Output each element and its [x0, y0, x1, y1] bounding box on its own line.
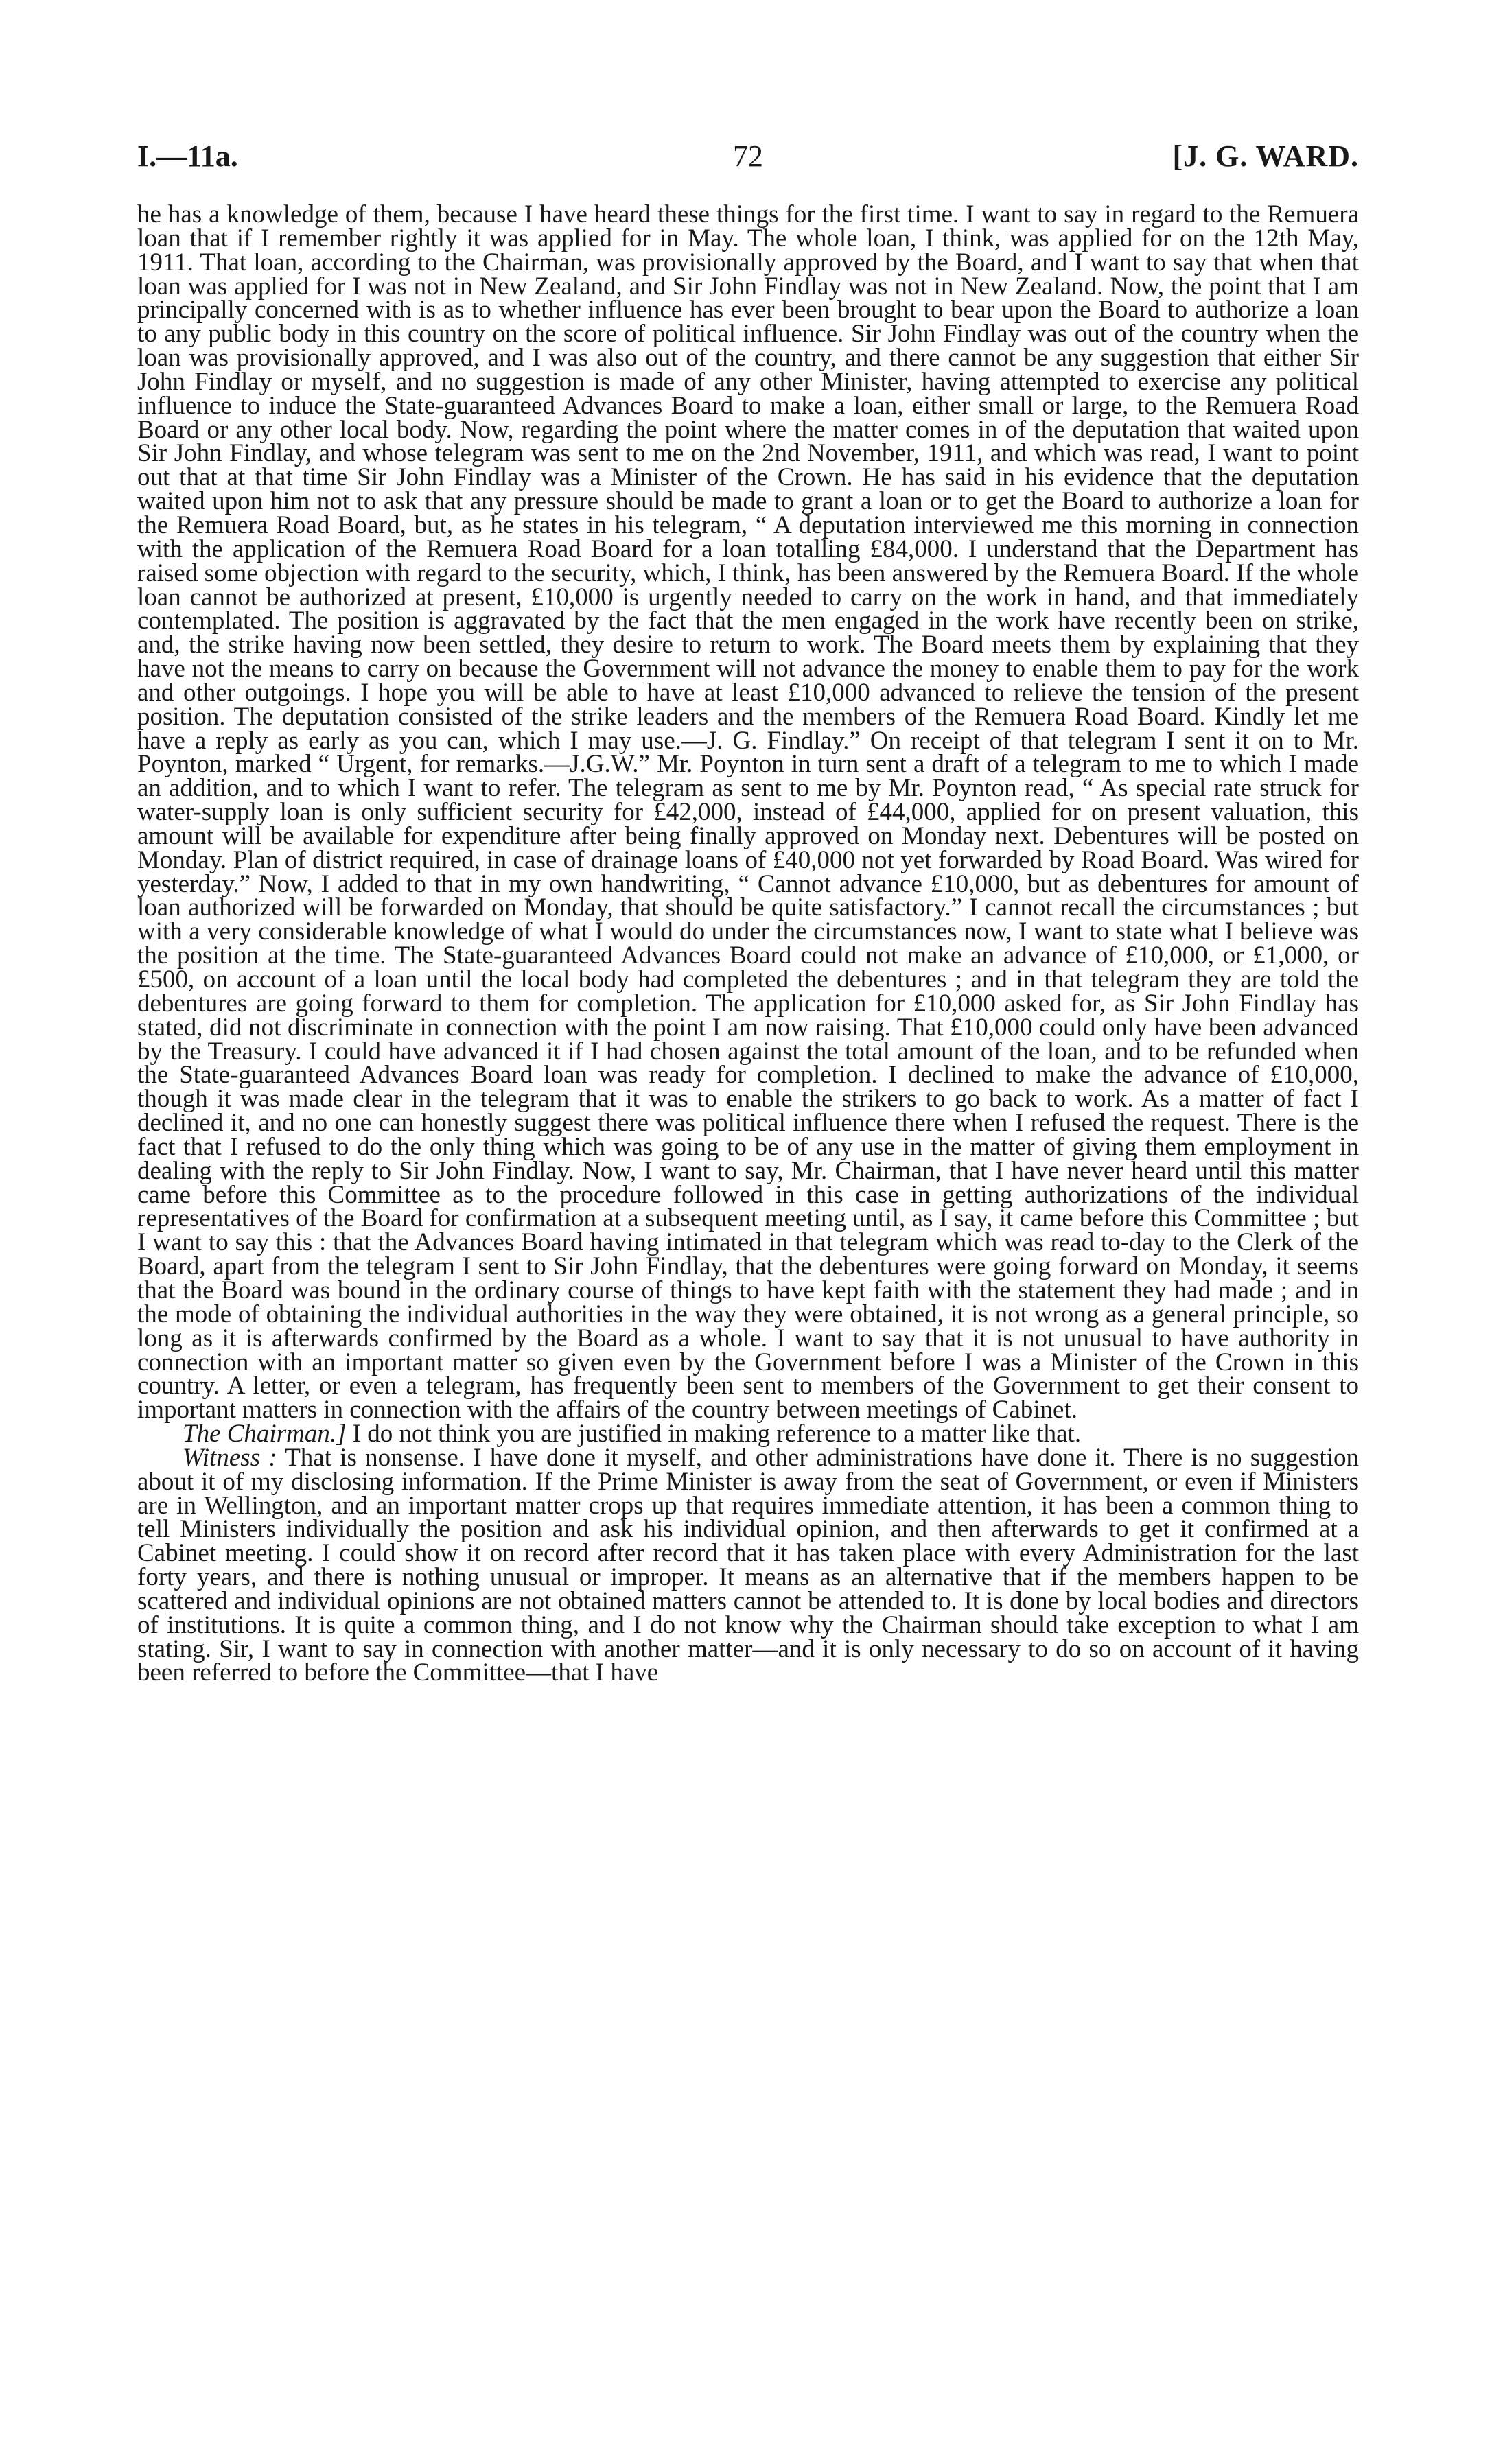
witness-name: [J. G. WARD. [1172, 139, 1359, 173]
page-header [137, 136, 1359, 184]
paragraph-continuation [137, 200, 1359, 1424]
speaker-label: The Chairman.] [183, 1420, 347, 1448]
paragraph-text: he has a knowledge of them, because I have heard these things for the first time. I want to say in regard to the Remuera loan that if I remember rightly it was applied for in May. The whole loan, I think, was applied for on the 12th May, 1911. That loan, according to the Chairman, was provisionally approved by the Board, and I want to say that when that loan was applied for I was not in New Zealand, and Sir John Findlay was not in New Zealand. Now, the point that I am principally concerned with is as to whether influence has ever been brought to bear upon the Board to authorize a loan to any public body in this country on the score of political influence. Sir John Findlay was out of the country when the loan was provisionally approved, and I was also out of the country, and there cannot be any suggestion that either Sir John Findlay or myself, and no suggestion is made of any other Minister, having attempted to exercise any political influence to induce the State-guaranteed Advances Board to make a loan, either small or large, to the Remuera Road Board or any other local body. Now, regarding the point where the matter comes in of the deputation that waited upon Sir John Findlay, and whose telegram was sent to me on the 2nd November, 1911, and which was read, I want to point out that at that time Sir John Findlay was a Minister of the Crown. He has said in his evidence that the deputation waited upon him not to ask that any pressure should be made to grant a loan or to get the Board to authorize a loan for the Remuera Road Board, but, as he states in his telegram, “ A deputation interviewed me this morning in connection with the application of the Remuera Road Board for a loan totalling £84,000. I understand that the Department has raised some objection with regard to the security, which, I think, has been answered by the Remuera Board. If the whole loan cannot be authorized at present, £10,000 is urgently needed to carry on the work in hand, and that immediately contemplated. The position is aggravated by the fact that the men engaged in the work have recently been on strike, and, the strike having now been settled, they desire to return to work. The Board meets them by explaining that they have not the means to carry on because the Government will not advance the money to enable them to pay for the work and other outgoings. I hope you will be able to have at least £10,000 advanced to relieve the tension of the present position. The deputation consisted of the strike leaders and the members of the Remuera Road Board. Kindly let me have a reply as early as you can, which I may use.—J. G. Findlay.” On receipt of that telegram I sent it on to Mr. Poynton, marked “ Urgent, for remarks.—J.G.W.” Mr. Poynton in turn sent a draft of a telegram to me to which I made an addition, and to which I want to refer. The telegram as sent to me by Mr. Poynton read, “ As special rate struck for water-supply loan is only sufficient security for £42,000, instead of £44,000, applied for on present valuation, this amount will be available for expenditure after being finally approved on Monday next. Debentures will be posted on Monday. Plan of district required, in case of drainage loans of £40,000 not yet forwarded by Road Board. Was wired for yesterday.” Now, I added to that in my own handwriting, “ Cannot advance £10,000, but as debentures for amount of loan authorized will be forwarded on Monday, that should be quite satisfactory.” I cannot recall the circumstances ; but with a very considerable knowledge of what I would do under the circumstances now, I want to state what I believe was the position at the time. The State-guaranteed Advances Board could not make an advance of £10,000, or £1,000, or £500, on account of a loan until the local body had completed the debentures ; and in that telegram they are told the debentures are going forward to them for completion. The application for £10,000 asked for, as Sir John Findlay has stated, did not discriminate in connection with the point I am now raising. That £10,000 could only have been advanced by the Treasury. I could have advanced it if I had chosen against the total amount of the loan, and to be refunded when the State-guaranteed Advances Board loan was ready for completion. I declined to make the advance of £10,000, though it was made clear in the telegram that it was to enable the strikers to go back to work. As a matter of fact I declined it, and no one can honestly suggest there was political influence there when I refused the request. There is the fact that I refused to do the only thing which was going to be of any use in the matter of giving them employment in dealing with the reply to Sir John Findlay. Now, I want to say, Mr. Chairman, that I have never heard until this matter came before this Committee as to the procedure followed in this case in getting authorizations of the individual representatives of the Board for confirmation at a subsequent meeting until, as I say, it came before this Committee ; but I want to say this : that the Advances Board having intimated in that telegram which was read to-day to the Clerk of the Board, apart from the telegram I sent to Sir John Findlay, that the debentures were going forward on Monday, it seems that the Board was bound in the ordinary course of things to have kept faith with the statement they had made ; and in the mode of obtaining the individual authorities in the way they were obtained, it is not wrong as a general principle, so long as it is afterwards confirmed by the Board as a whole. I want to say that it is not unusual to have authority in connection with an important matter so given even by the Government before I was a Minister of the Crown in this country. A letter, or even a telegram, has frequently been sent to members of the Government to get their consent to important matters in connection with the affairs of the country between meetings of Cabinet. [137, 200, 1359, 1424]
document-reference: I.—11a. [137, 139, 238, 173]
paragraph-text: That is nonsense. I have done it myself, and other administrations have done it. There is no suggestion about it of my disclosing information. If the Prime Minister is away from the seat of Government, or even if Ministers are in Wellington, and an important matter crops up that requires immediate attention, it has been a common thing to tell Ministers individually the position and ask his individual opinion, and then afterwards to get it confirmed at a Cabinet meeting. I could show it on record after record that it has taken place with every Administration for the last forty years, and there is nothing unusual or improper. It means as an alternative that if the members happen to be scattered and individual opinions are not obtained matters cannot be attended to. It is done by local bodies and directors of institutions. It is quite a common thing, and I do not know why the Chairman should take exception to what I am stating. Sir, I want to say in connection with another matter—and it is only necessary to do so on account of it having been referred to before the Committee—that I have [137, 1443, 1359, 1687]
speaker-label: Witness : [183, 1443, 277, 1472]
evidence-text [137, 200, 1359, 1687]
paragraph-text: I do not think you are justified in making reference to a matter like that. [346, 1420, 1082, 1448]
paragraph-witness [137, 1443, 1359, 1687]
paragraph-chairman [137, 1422, 1359, 1446]
page-number: 72 [733, 139, 763, 173]
